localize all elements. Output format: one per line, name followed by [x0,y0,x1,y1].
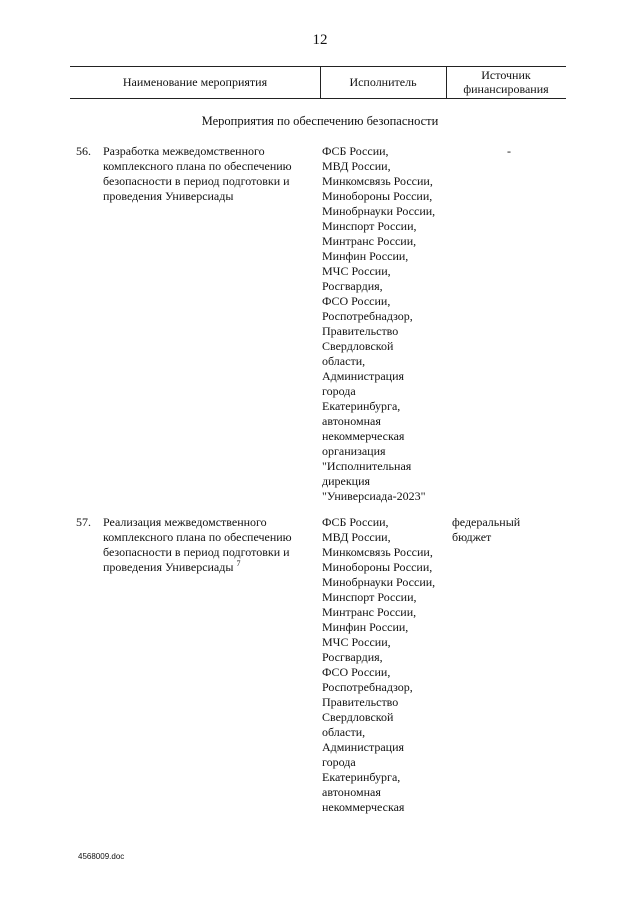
header-bottom-rule [70,98,566,99]
executor-entry: ФСБ России, [322,515,389,529]
header-col-activity: Наименование мероприятия [122,75,268,89]
executor-entry: автономная [322,785,381,799]
executor-entry: МЧС России, [322,635,391,649]
executor-entry: автономная [322,414,381,428]
executor-entry: Минкомсвязь России, [322,174,433,188]
executor-entry: дирекция [322,474,371,488]
executor-entry: Свердловской [322,339,394,353]
executor-entry: Роспотребнадзор, [322,309,413,323]
section-title: Мероприятия по обеспечению безопасности [201,114,439,128]
executor-entry: города [322,755,356,769]
executor-entry: Екатеринбурга, [322,770,401,784]
header-col-funding-line2: финансирования [463,82,549,96]
executor-entry: Росгвардия, [322,650,383,664]
header-col-executor: Исполнитель [349,75,417,89]
item-number: 56. [76,144,91,158]
executor-entry: некоммерческая [322,800,405,814]
item-name: Реализация межведомственного комплексного плана по обеспечению безопасности в период подготовки и проведения Универсиады $^7$ [103,515,292,574]
executor-entry: "Универсиада-2023" [322,489,426,503]
item-executors [322,515,444,815]
item-name: Разработка межведомственного комплексного плана по обеспечению безопасности в период подготовки и проведения Универсиады [103,144,292,203]
executor-entry: МЧС России, [322,264,391,278]
executor-entry: Минобороны России, [322,560,433,574]
executor-entry: Минобрнауки России, [322,204,436,218]
executor-entry: Минтранс России, [322,234,417,248]
executor-entry: ФСО России, [322,294,391,308]
executor-entry: МВД России, [322,530,391,544]
executor-entry: Роспотребнадзор, [322,680,413,694]
executor-entry: организация [322,444,386,458]
item-number: 57. [76,515,91,529]
executor-entry: Минфин России, [322,620,409,634]
executor-entry: Екатеринбурга, [322,399,401,413]
document-filename: 4568009.doc [78,852,125,861]
page-number: 12 [312,32,328,48]
executor-entry: Правительство [322,324,399,338]
header-top-rule [70,66,566,67]
executor-entry: Администрация [322,369,405,383]
executor-entry: Минфин России, [322,249,409,263]
item-funding-source: федеральный бюджет [452,515,521,544]
executor-entry: Минтранс России, [322,605,417,619]
executor-entry: ФСБ России, [322,144,389,158]
executor-entry: Росгвардия, [322,279,383,293]
executor-entry: области, [322,354,366,368]
executor-entry: города [322,384,356,398]
executor-entry: Администрация [322,740,405,754]
header-col-funding [446,68,566,96]
executor-entry: области, [322,725,366,739]
executor-entry: ФСО России, [322,665,391,679]
executor-entry: Минспорт России, [322,590,417,604]
item-funding-source: - [507,144,511,158]
executor-entry: "Исполнительная [322,459,412,473]
footnote-marker: 7 [236,559,241,568]
executor-entry: Правительство [322,695,399,709]
header-col-funding-line1: Источник [481,68,531,82]
executor-entry: Минобороны России, [322,189,433,203]
executor-entry: некоммерческая [322,429,405,443]
executor-entry: Минкомсвязь России, [322,545,433,559]
executor-entry: Минспорт России, [322,219,417,233]
executor-entry: Свердловской [322,710,394,724]
item-executors [322,144,444,504]
executor-entry: Минобрнауки России, [322,575,436,589]
executor-entry: МВД России, [322,159,391,173]
